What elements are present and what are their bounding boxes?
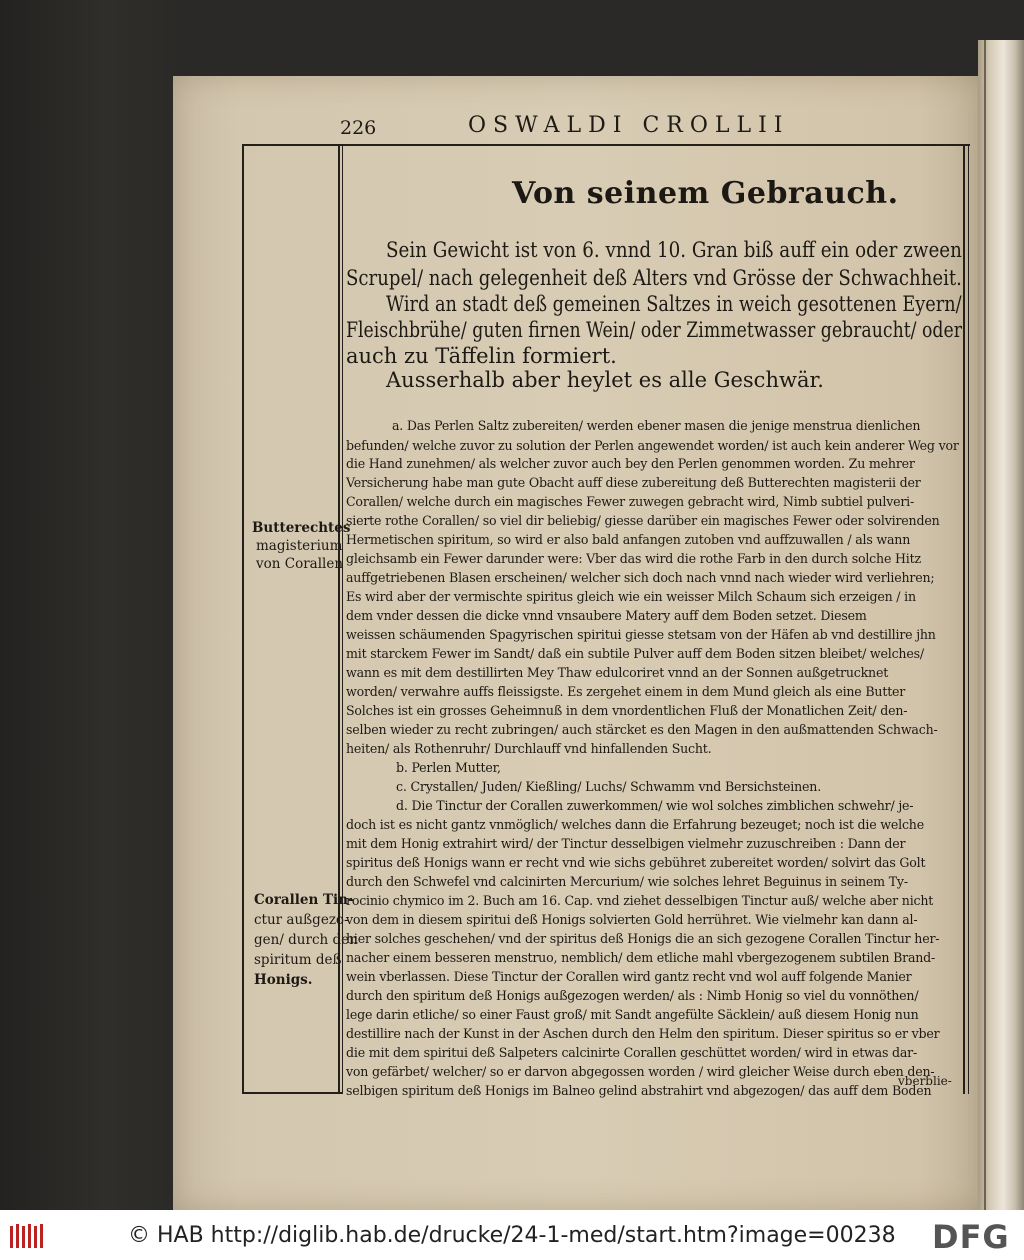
body-line: wein vberlassen. Diese Tinctur der Corallen wird gantz recht vnd wol auff folgende Manier (346, 969, 912, 984)
body-line: d. Die Tinctur der Corallen zuwerkommen/ wie wol solches zimblichen schwehr/ je- (396, 798, 914, 813)
body-line: die Hand zunehmen/ als welcher zuvor auch bey den Perlen genommen worden. Zu mehrer (346, 456, 915, 471)
body-line: Solches ist ein grosses Geheimnuß in dem vnordentlichen Fluß der Monatlichen Zeit/ den- (346, 703, 908, 718)
page-number: 226 (340, 117, 377, 139)
hab-logo-icon (8, 1222, 48, 1250)
body-line: durch den spiritum deß Honigs außgezogen werden/ als : Nimb Honig so viel du vonnöthen/ (346, 988, 919, 1003)
body-line: b. Perlen Mutter, (396, 760, 501, 775)
body-line: destillire nach der Kunst in der Aschen durch den Helm den spiritum. Dieser spiritus so er vber (346, 1026, 940, 1041)
body-line: spiritus deß Honigs wann er recht vnd wie sichs gebühret zubereitet worden/ solvirt das Golt (346, 855, 926, 870)
catchword: vberblie- (898, 1074, 952, 1088)
body-line: dem vnder dessen die dicke vnnd vnsaubere Matery auff dem Boden setzet. Diesem (346, 608, 867, 623)
text-column-right-rule (963, 144, 965, 1094)
footer-bar (0, 1210, 1024, 1260)
body-line: rocinio chymico im 2. Buch am 16. Cap. vnd ziehet desselbigen Tinctur auß/ welche aber nicht (346, 893, 934, 908)
body-line: von dem in diesem spiritui deß Honigs solvierten Gold herrühret. Wie vielmehr kan dann al- (346, 912, 918, 927)
body-line: Es wird aber der vermischte spiritus gleich wie ein weisser Milch Schaum sich erzeigen / in (346, 589, 916, 604)
body-line-large: Sein Gewicht ist von 6. vnnd 10. Gran biß auff ein oder zween (386, 238, 962, 262)
dfg-logo: DFG (932, 1218, 1010, 1256)
body-line: die mit dem spiritui deß Salpeters calcinirte Corallen geschüttet worden/ wird in etwas dar- (346, 1045, 918, 1060)
margin-note-line: Corallen Tin- (254, 892, 354, 908)
running-title: OSWALDI CROLLII (468, 113, 790, 138)
body-line: nacher einem besseren menstruo, nemblich/ dem etliche mahl vbergezogenem subtilen Brand- (346, 950, 936, 965)
body-line: selbigen spiritum deß Honigs im Balneo gelind abstrahirt vnd abgezogen/ das auff dem Boden (346, 1083, 932, 1098)
page-edge (978, 40, 1024, 1210)
body-line: durch den Schwefel vnd calcinirten Mercurium/ wie solches lehret Beguinus in seinem Ty- (346, 874, 908, 889)
body-line: c. Crystallen/ Juden/ Kießling/ Luchs/ Schwamm vnd Bersichsteinen. (396, 779, 822, 794)
body-line: selben wieder zu recht zubringen/ auch stärcket es den Magen in den außmattenden Schwach- (346, 722, 938, 737)
margin-note-line: Butterechtes (252, 520, 351, 536)
body-line: Versicherung habe man gute Obacht auff diese zubereitung deß Butterechten magisterii der (346, 475, 921, 490)
body-line: heiten/ als Rothenruhr/ Durchlauff vnd hinfallenden Sucht. (346, 741, 712, 756)
body-line: befunden/ welche zuvor zu solution der Perlen angewendet worden/ ist auch kein anderer Weg vor (346, 438, 959, 453)
body-line-large: Ausserhalb aber heylet es alle Geschwär. (386, 368, 824, 392)
copyright-link[interactable]: © HAB http://diglib.hab.de/drucke/24-1-med/start.htm?image=00238 (128, 1223, 896, 1248)
margin-note-line: spiritum deß (254, 952, 342, 968)
body-line: hier solches geschehen/ vnd der spiritus deß Honigs die an sich gezogene Corallen Tinctur her- (346, 931, 940, 946)
body-line: wann es mit dem destillirten Mey Thaw edulcoriret vnnd an der Sonnen außgetrucknet (346, 665, 889, 680)
margin-column-left-rule (242, 144, 244, 1094)
body-line: lege darin etliche/ so einer Faust groß/ mit Sandt angefülte Säcklein/ auß diesem Honig nun (346, 1007, 919, 1022)
text-column-right-rule-inner (968, 144, 969, 1094)
body-line: mit starckem Fewer im Sandt/ daß ein subtile Pulver auff dem Boden sitzen bleibet/ welches/ (346, 646, 924, 661)
body-line: Corallen/ welche durch ein magisches Fewer zuwegen gebracht wird, Nimb subtiel pulveri- (346, 494, 915, 509)
body-line: weissen schäumenden Spagyrischen spiritui giesse stetsam von der Häfen ab vnd destillire jhn (346, 627, 936, 642)
scan-background (0, 0, 175, 1210)
body-line-large: Fleischbrühe/ guten firnen Wein/ oder Zimmetwasser gebraucht/ oder (346, 318, 963, 342)
bottom-rule (242, 1092, 342, 1094)
body-line: auffgetriebenen Blasen erscheinen/ welcher sich doch nach vnnd nach wieder wird verliehren; (346, 570, 935, 585)
body-line: sierte rothe Corallen/ so viel dir beliebig/ giesse darüber ein magisches Fewer oder solvirenden (346, 513, 940, 528)
margin-note-line: von Corallen (256, 556, 344, 572)
body-line: a. Das Perlen Saltz zubereiten/ werden ebener masen die jenige menstrua dienlichen (392, 418, 921, 433)
margin-note-line: gen/ durch den (254, 932, 358, 948)
section-heading: Von seinem Gebrauch. (512, 176, 899, 211)
body-line: gleichsamb ein Fewer darunder were: Vber das wird die rothe Farb in den durch solche Hitz (346, 551, 921, 566)
margin-note-line: Honigs. (254, 972, 313, 988)
body-line: worden/ verwahre auffs fleissigste. Es zergehet einem in dem Mund gleich als eine Butter (346, 684, 906, 699)
text-column-left-rule-inner (342, 144, 343, 1094)
body-line: mit dem Honig extrahirt wird/ der Tinctur desselbigen vielmehr zuzuschreiben : Dann der (346, 836, 906, 851)
body-line-large: Scrupel/ nach gelegenheit deß Alters vnd Grösse der Schwachheit. (346, 266, 962, 290)
body-line-large: Wird an stadt deß gemeinen Saltzes in weich gesottenen Eyern/ (386, 292, 962, 316)
body-line: Hermetischen spiritum, so wird er also bald anfangen zutoben vnd auffzuwallen / als wann (346, 532, 911, 547)
body-line-large: auch zu Täffelin formiert. (346, 344, 617, 368)
top-rule (242, 144, 970, 146)
body-line: doch ist es nicht gantz vnmöglich/ welches dann die Erfahrung bezeuget; noch ist die welche (346, 817, 924, 832)
margin-note-line: ctur außgezo- (254, 912, 349, 928)
margin-note-line: magisterium (256, 538, 343, 554)
body-line: von gefärbet/ welcher/ so er darvon abgegossen worden / wird gleicher Weise durch eben den- (346, 1064, 935, 1079)
